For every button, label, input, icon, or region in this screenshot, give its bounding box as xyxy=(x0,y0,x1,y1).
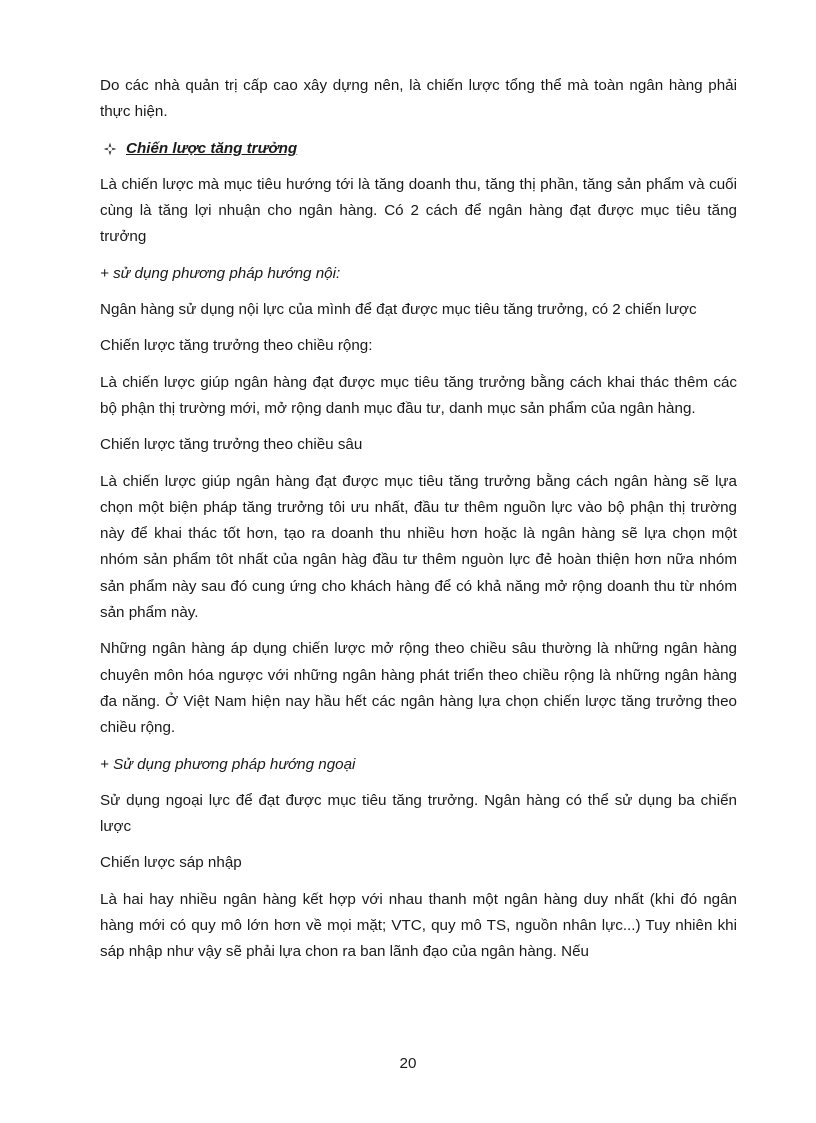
subheading-breadth: Chiến lược tăng trưởng theo chiều rộng: xyxy=(100,337,373,355)
paragraph-1: Do các nhà quản trị cấp cao xây dựng nên, là chiến lược tổng thể mà toàn ngân hàng phải thực hiện. xyxy=(100,77,737,121)
paragraph-11: Sử dụng ngoại lực để đạt được mục tiêu tăng trưởng. Ngân hàng có thể sử dụng ba chiến lược xyxy=(100,791,737,836)
page-number: 20 xyxy=(399,1055,417,1072)
section-heading xyxy=(100,136,737,162)
paragraph-6: Là chiến lược giúp ngân hàng đạt được mục tiêu tăng trưởng bằng cách khai thác thêm các bộ phận thị trường mới, mở rộng danh mục đầu tư, danh mục sản phẩm của ngân hàng. xyxy=(100,373,737,417)
subheading-inward: + sử dụng phương pháp hướng nội: xyxy=(100,264,341,282)
subheading-outward: + Sử dụng phương pháp hướng ngoại xyxy=(100,755,356,773)
paragraph-9: Những ngân hàng áp dụng chiến lược mở rộng theo chiều sâu thường là những ngân hàng chuyên môn hóa ngược với những ngân hàng phát triển theo chiều rộng là những ngân hàng đa năng. Ở Việt Nam hiện nay hầu hết các ngân hàng lựa chọn chiến lược tăng trưởng theo chiều rộng. xyxy=(100,640,737,737)
page-content xyxy=(100,73,737,976)
subheading-depth: Chiến lược tăng trưởng theo chiều sâu xyxy=(100,436,363,454)
paragraph-4: Ngân hàng sử dụng nội lực của mình để đạt được mục tiêu tăng trưởng, có 2 chiến lược xyxy=(100,301,697,319)
diamond-bullet-icon xyxy=(103,142,117,156)
paragraph-2: Là chiến lược mà mục tiêu hướng tới là tăng doanh thu, tăng thị phần, tăng sản phẩm và cuối cùng là tăng lợi nhuận cho ngân hàng. Có 2 cách để ngân hàng đạt được mục tiêu tăng trưởng xyxy=(100,175,737,246)
section-heading-text: Chiến lược tăng trưởng xyxy=(126,139,298,157)
paragraph-13: Là hai hay nhiều ngân hàng kết hợp với nhau thanh một ngân hàng duy nhất (khi đó ngân hàng mới có quy mô lớn hơn về mọi mặt; VTC, quy mô TS, nguồn nhân lực...) Tuy nhiên khi sáp nhập như vậy sẽ phải lựa chon ra ban lãnh đạo của ngân hàng. Nếu xyxy=(100,890,737,961)
subheading-merger: Chiến lược sáp nhập xyxy=(100,854,242,872)
paragraph-8: Là chiến lược giúp ngân hàng đạt được mục tiêu tăng trưởng bằng cách ngân hàng sẽ lựa chọn một biện pháp tăng trưởng tôi ưu nhất, đầu tư thêm nguồn lực vào bộ phận thị trường này để khai thác tốt hơn, tạo ra doanh thu nhiều hơn hoặc là ngân hàng sẽ lựa chọn một nhóm sản phẩm tôt nhất của ngân hàg đầu tư thêm nguòn lực đẻ hoàn thiện hơn nữa nhóm sản phẩm này sau đó cung ứng cho khách hàng để có khả năng mở rộng doanh thu từ nhóm sản phẩm này. xyxy=(100,472,737,622)
